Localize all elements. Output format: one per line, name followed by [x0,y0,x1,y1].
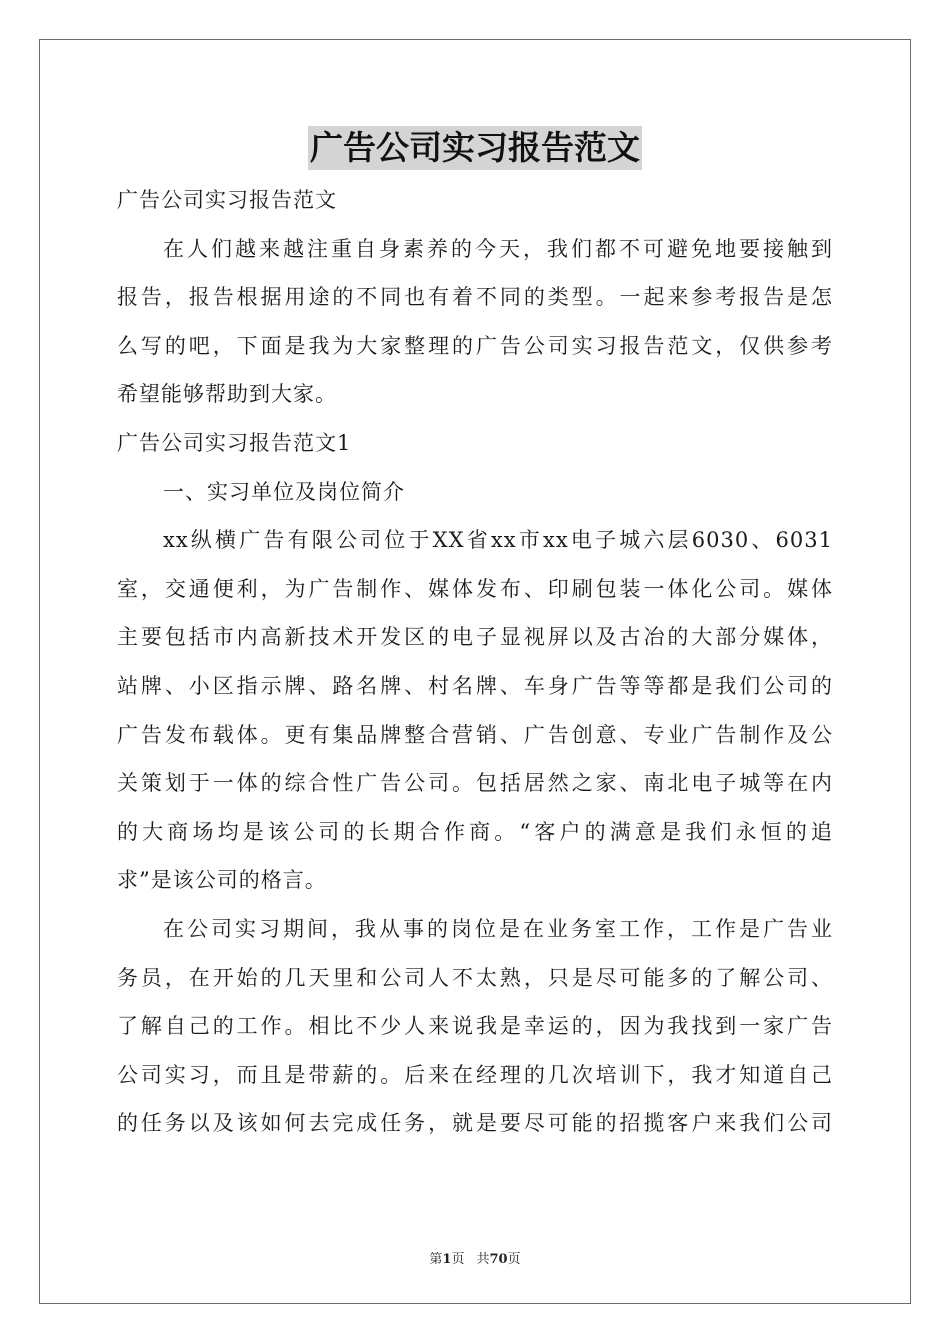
text-line: 的任务以及该如何去完成任务，就是要尽可能的招揽客户来我们公司 [117,1111,833,1136]
text-line: 了解自己的工作。相比不少人来说我是幸运的，因为我找到一家广告 [117,1014,833,1039]
text-line: 关策划于一体的综合性广告公司。包括居然之家、南北电子城等在内 [117,771,833,796]
page-suffix: 页 [451,1252,465,1267]
total-pages: 70 [489,1252,508,1267]
text-line: 公司实习，而且是带薪的。后来在经理的几次培训下，我才知道自己 [117,1062,833,1087]
page-footer [0,1248,950,1267]
text-line: 一、实习单位及岗位简介 [163,479,405,504]
text-line: 在公司实习期间，我从事的岗位是在业务室工作，工作是广告业 [163,916,833,941]
total-suffix: 页 [507,1252,521,1267]
total-prefix: 共 [476,1252,490,1267]
text-line: 希望能够帮助到大家。 [117,382,337,407]
text-line: 室，交通便利，为广告制作、媒体发布、印刷包装一体化公司。媒体 [117,576,833,601]
text-line: 广告发布载体。更有集品牌整合营销、广告创意、专业广告制作及公 [117,722,833,747]
document-title: 广告公司实习报告范文 [308,126,642,170]
page-number: 1 [442,1252,452,1267]
document-body [117,176,833,1148]
text-line: 主要包括市内高新技术开发区的电子显视屏以及古冶的大部分媒体， [117,625,833,650]
text-line: 广告公司实习报告范文1 [117,430,352,455]
text-line: 务员，在开始的几天里和公司人不太熟，只是尽可能多的了解公司、 [117,965,833,990]
text-line: 广告公司实习报告范文 [117,188,337,212]
text-line: 么写的吧，下面是我为大家整理的广告公司实习报告范文，仅供参考 [117,333,833,358]
text-line: 站牌、小区指示牌、路名牌、村名牌、车身广告等等都是我们公司的 [117,673,833,698]
text-line: 求”是该公司的格言。 [117,868,327,893]
text-line: 在人们越来越注重自身素养的今天，我们都不可避免地要接触到 [163,236,833,261]
title-area [0,126,950,170]
text-line: 的大商场均是该公司的长期合作商。“客户的满意是我们永恒的追 [117,819,833,844]
page-prefix: 第 [429,1252,443,1267]
text-line: xx纵横广告有限公司位于XX省xx市xx电子城六层6030、6031 [163,528,833,553]
text-line: 报告，报告根据用途的不同也有着不同的类型。一起来参考报告是怎 [117,285,833,310]
